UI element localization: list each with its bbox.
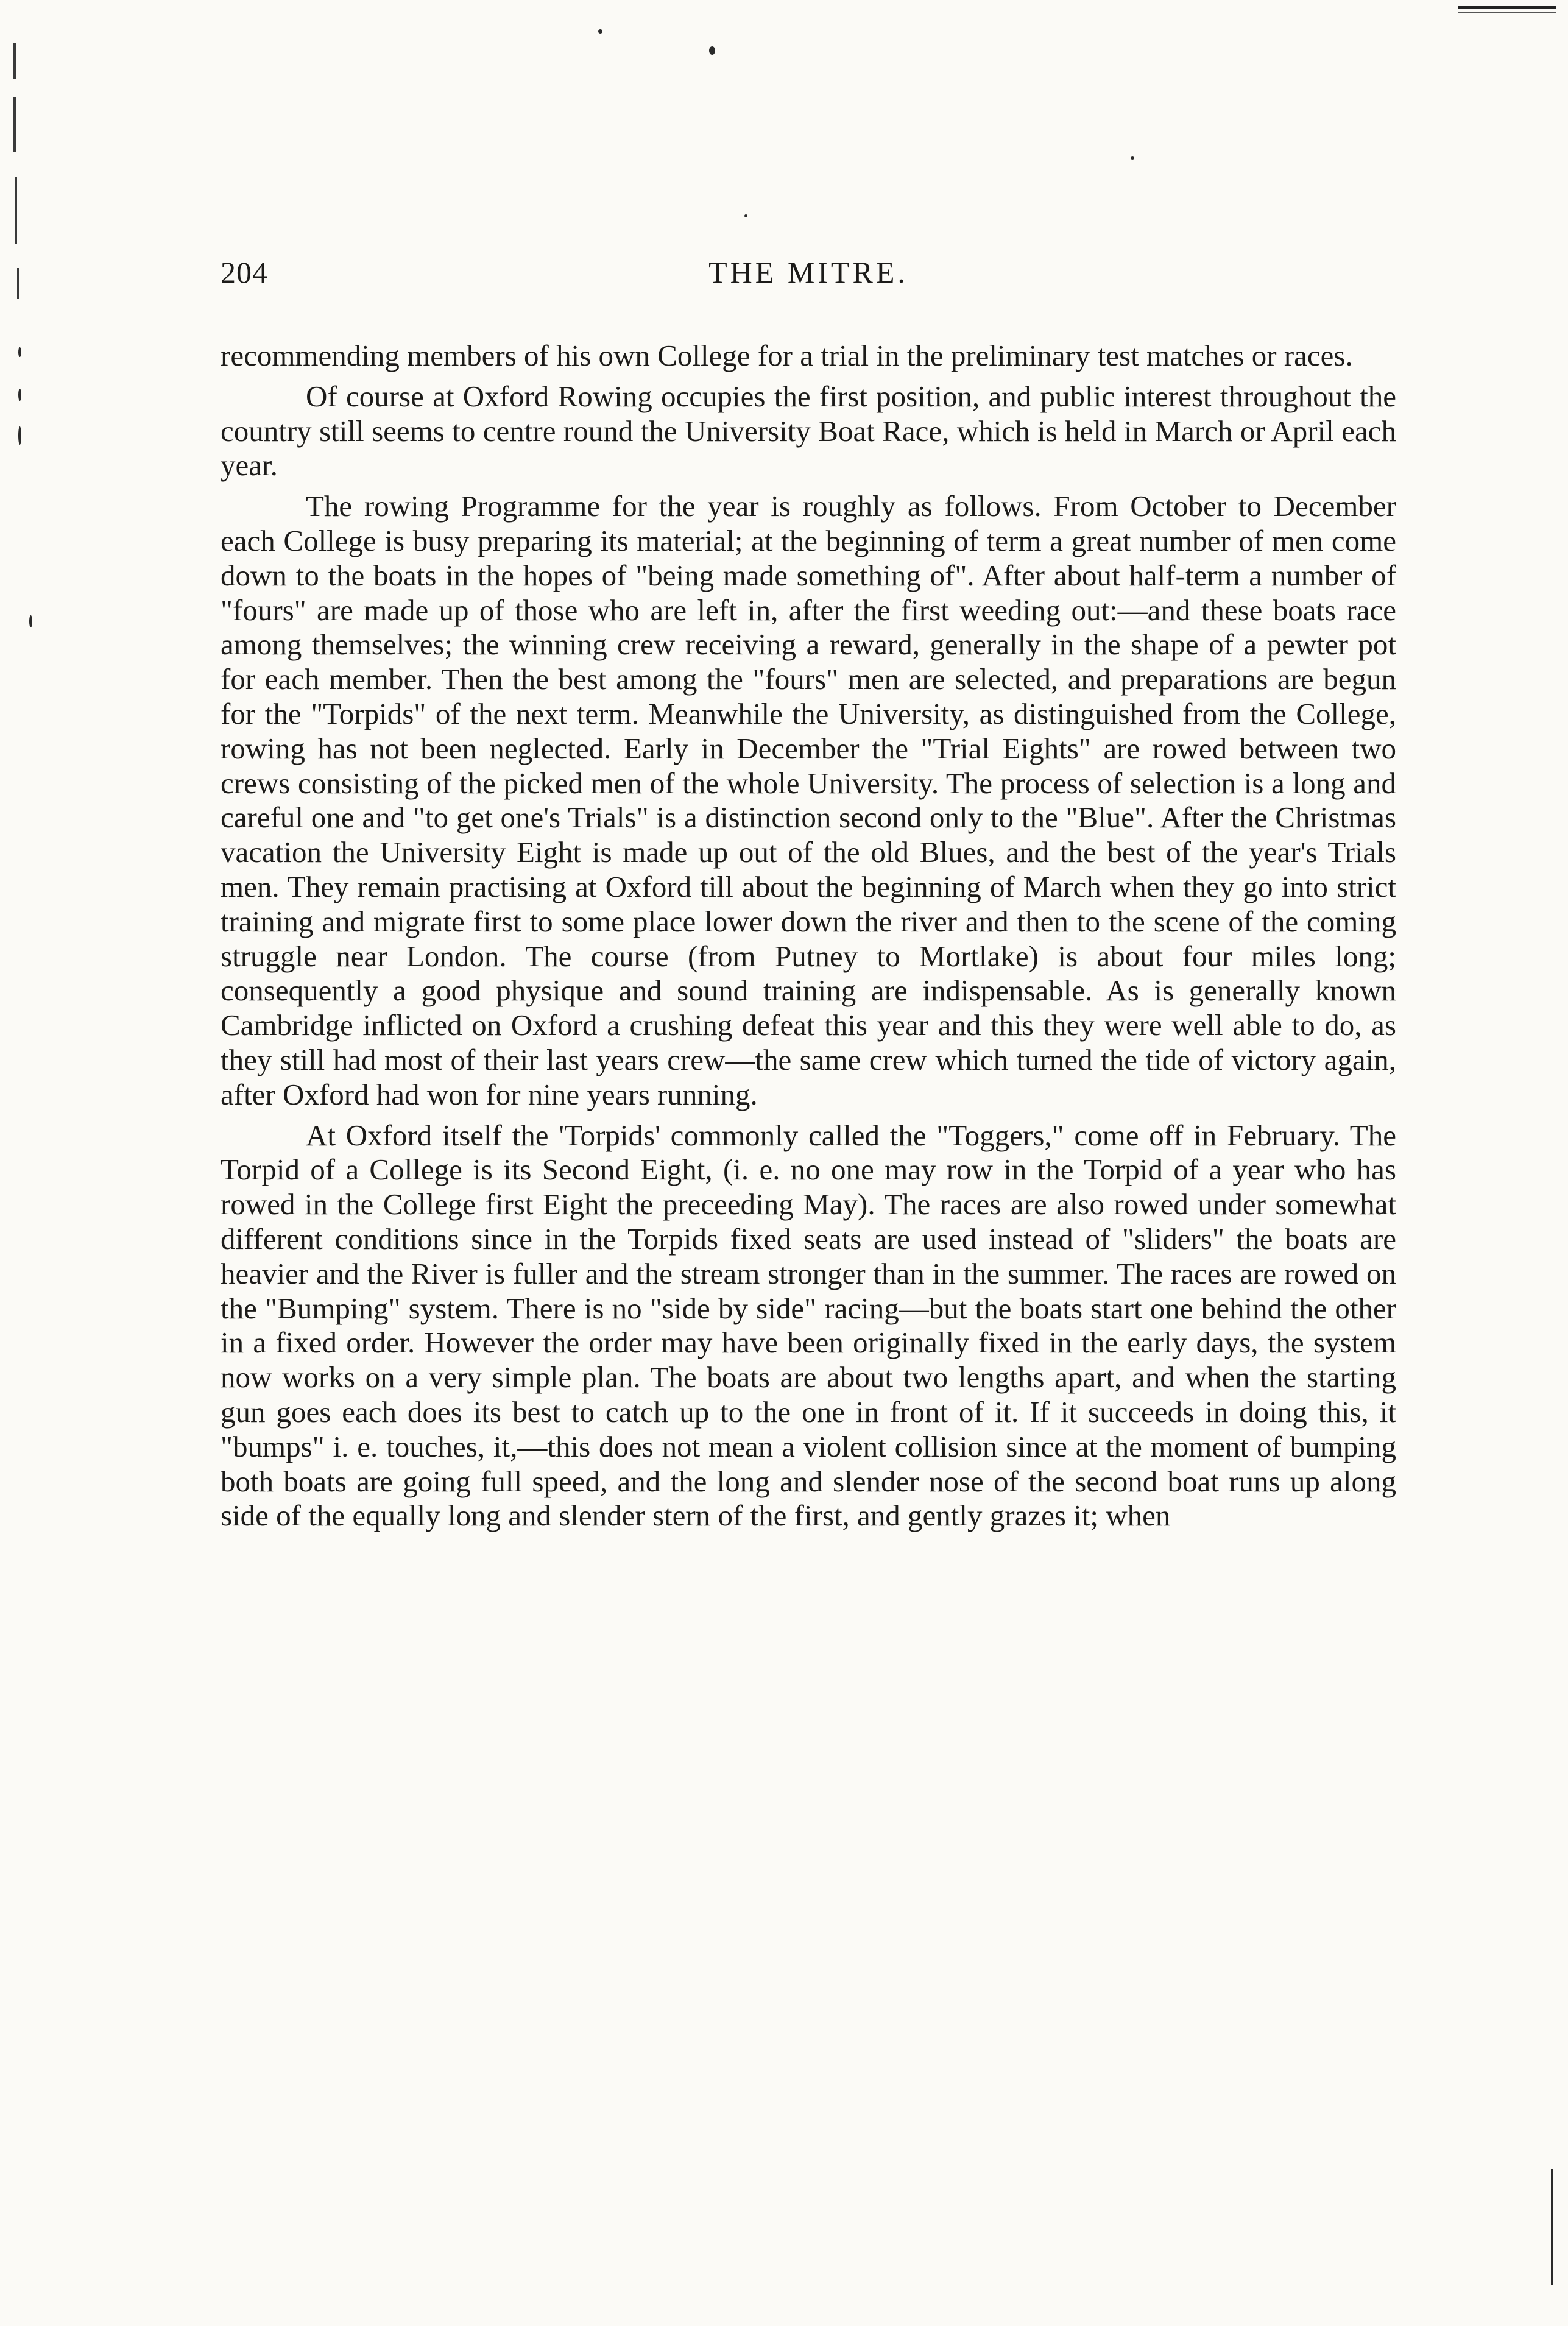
scan-speck bbox=[744, 214, 747, 217]
body-text bbox=[221, 339, 1396, 1533]
scan-speck bbox=[18, 389, 21, 401]
scan-speck bbox=[709, 46, 715, 55]
scan-edge-rule bbox=[1458, 6, 1556, 9]
scan-edge-rule bbox=[1458, 12, 1556, 13]
scan-speck bbox=[18, 347, 21, 357]
binding-shadow bbox=[17, 268, 19, 299]
scan-speck bbox=[598, 29, 602, 34]
binding-shadow bbox=[15, 177, 17, 244]
paragraph: At Oxford itself the 'Torpids' commonly called the "Toggers," come off in February. The Torpid of a College is its Second Eight, (i. e. no one may row in the Torpid of a year who has rowed in the College first Eight the preceeding May). The races are also rowed under somewhat different conditions since in the Torpids fixed seats are used instead of "sliders" the boats are heavier and the River is fuller and the stream stronger than in the summer. The races are rowed on the "Bumping" system. There is no "side by side" racing—but the boats start one behind the other in a fixed order. However the order may have been originally fixed in the early days, the system now works on a very simple plan. The boats are about two lengths apart, and when the starting gun goes each does its best to catch up to the one in front of it. If it succeeds in doing this, it "bumps" i. e. touches, it,—this does not mean a violent collision since at the moment of bumping both boats are going full speed, and the long and slender nose of the second boat runs up along side of the equally long and slender stern of the first, and gently grazes it; when bbox=[221, 1118, 1396, 1533]
scan-speck bbox=[1131, 156, 1134, 160]
binding-shadow bbox=[13, 43, 16, 79]
scan-speck bbox=[29, 615, 32, 627]
page-header bbox=[221, 255, 1396, 297]
page-number: 204 bbox=[221, 255, 268, 289]
binding-shadow bbox=[13, 97, 16, 152]
paragraph: recommending members of his own College for a trial in the preliminary test matches or races. bbox=[221, 339, 1353, 372]
scan-speck bbox=[18, 426, 21, 445]
paragraph: The rowing Programme for the year is roughly as follows. From October to December each College is busy preparing its material; at the beginning of term a great number of men come down to the boats in the hopes of "being made something of". After about half-term a number of "fours" are made up of those who are left in, after the first weeding out:—and these boats race among themselves; the winning crew receiving a reward, generally in the shape of a pewter pot for each member. Then the best among the "fours" men are selected, and preparations are begun for the "Torpids" of the next term. Meanwhile the University, as distinguished from the College, rowing has not been neglected. Early in December the "Trial Eights" are rowed between two crews consisting of the picked men of the whole University. The process of selection is a long and careful one and "to get one's Trials" is a distinction second only to the "Blue". After the Christmas vacation the University Eight is made up out of the old Blues, and the best of the year's Trials men. They remain practising at Oxford till about the beginning of March when they go into strict training and migrate first to some place lower down the river and then to the scene of the coming struggle near London. The course (from Putney to Mortlake) is about four miles long; consequently a good physique and sound training are indispensable. As is generally known Cambridge inflicted on Oxford a crushing defeat this year and this they were well able to do, as they still had most of their last years crew—the same crew which turned the tide of victory again, after Oxford had won for nine years running. bbox=[221, 489, 1396, 1111]
paragraph: Of course at Oxford Rowing occupies the first position, and public interest throughout the country still seems to centre round the University Boat Race, which is held in March or April each year. bbox=[221, 379, 1396, 483]
running-title: THE MITRE. bbox=[708, 255, 908, 289]
binding-shadow bbox=[1551, 2169, 1553, 2285]
